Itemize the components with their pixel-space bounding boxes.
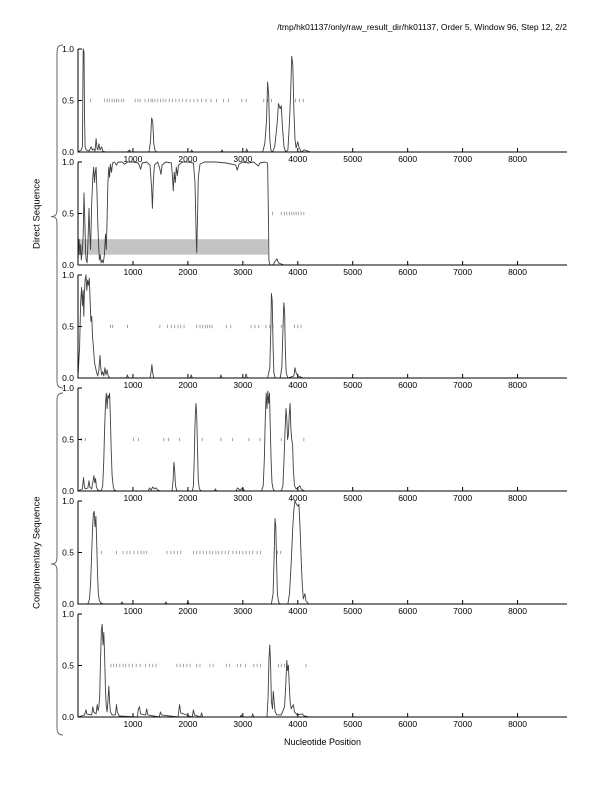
y-tick-label: 0.0: [62, 260, 74, 270]
y-tick-label: 0.5: [62, 321, 74, 332]
x-tick-label: 6000: [398, 154, 418, 164]
x-tick-label: 5000: [343, 606, 363, 616]
panel-6-complementary: [62, 609, 567, 729]
x-tick-label: 3000: [233, 380, 253, 390]
x-tick-label: 8000: [508, 606, 528, 616]
x-tick-label: 5000: [343, 154, 363, 164]
x-tick-label: 2000: [178, 606, 198, 616]
x-tick-label: 2000: [178, 493, 198, 503]
panel-2-direct: [62, 157, 567, 277]
x-tick-label: 4000: [288, 267, 308, 277]
x-tick-label: 7000: [453, 154, 473, 164]
y-tick-label: 0.0: [62, 373, 74, 383]
x-tick-label: 2000: [178, 719, 198, 729]
y-tick-label: 0.5: [62, 95, 74, 106]
panel-3-direct: [62, 270, 567, 390]
x-tick-label: 5000: [343, 267, 363, 277]
probability-curve: [78, 624, 310, 717]
y-tick-label: 0.5: [62, 660, 74, 671]
panel-1-direct: [62, 44, 567, 164]
x-tick-label: 1000: [123, 606, 143, 616]
axis-spines: [78, 275, 567, 378]
y-tick-label: 0.0: [62, 486, 74, 496]
x-tick-label: 1000: [123, 267, 143, 277]
x-tick-label: 4000: [288, 719, 308, 729]
x-tick-label: 5000: [343, 380, 363, 390]
axis-spines: [78, 388, 567, 491]
complementary-sequence-group-label: Complementary Sequence: [31, 496, 43, 610]
x-tick-label: 6000: [398, 606, 418, 616]
x-tick-label: 6000: [398, 719, 418, 729]
y-tick-label: 0.5: [62, 434, 74, 445]
panel-4-complementary: [62, 383, 567, 503]
page-title: /tmp/hk01137/only/raw_result_dir/hk01137, Order 5, Window 96, Step 12, 2/2: [277, 22, 567, 32]
panel-5-complementary: [62, 496, 567, 616]
x-tick-label: 5000: [343, 719, 363, 729]
x-tick-label: 3000: [233, 606, 253, 616]
x-tick-label: 3000: [233, 719, 253, 729]
y-tick-label: 0.0: [62, 712, 74, 722]
x-tick-label: 8000: [508, 154, 528, 164]
y-tick-label: 1.0: [62, 496, 74, 506]
x-tick-label: 8000: [508, 719, 528, 729]
x-tick-label: 2000: [178, 380, 198, 390]
axis-spines: [78, 614, 567, 717]
x-tick-label: 7000: [453, 267, 473, 277]
x-tick-label: 7000: [453, 719, 473, 729]
x-tick-label: 1000: [123, 493, 143, 503]
y-tick-label: 1.0: [62, 609, 74, 619]
x-tick-label: 8000: [508, 380, 528, 390]
y-tick-label: 0.5: [62, 547, 74, 558]
orf-marker-ticks: [102, 551, 281, 554]
x-tick-label: 4000: [288, 380, 308, 390]
x-tick-label: 3000: [233, 154, 253, 164]
orf-marker-ticks: [91, 99, 304, 102]
x-tick-label: 1000: [123, 380, 143, 390]
y-tick-label: 1.0: [62, 383, 74, 393]
y-tick-label: 0.5: [62, 208, 74, 219]
y-tick-label: 1.0: [62, 44, 74, 54]
x-tick-label: 2000: [178, 154, 198, 164]
orf-marker-ticks: [111, 664, 306, 667]
x-tick-label: 8000: [508, 493, 528, 503]
x-tick-label: 6000: [398, 493, 418, 503]
probability-curve: [78, 391, 310, 491]
probability-curve: [78, 501, 310, 604]
x-tick-label: 1000: [123, 154, 143, 164]
y-tick-label: 0.0: [62, 147, 74, 157]
x-tick-label: 1000: [123, 719, 143, 729]
y-tick-label: 0.0: [62, 599, 74, 609]
x-tick-label: 7000: [453, 380, 473, 390]
x-tick-label: 6000: [398, 380, 418, 390]
x-tick-label: 3000: [233, 493, 253, 503]
y-tick-label: 1.0: [62, 157, 74, 167]
x-tick-label: 8000: [508, 267, 528, 277]
axis-spines: [78, 501, 567, 604]
x-tick-label: 7000: [453, 606, 473, 616]
x-tick-label: 4000: [288, 606, 308, 616]
x-tick-label: 5000: [343, 493, 363, 503]
x-tick-label: 2000: [178, 267, 198, 277]
x-tick-label: 7000: [453, 493, 473, 503]
x-axis-title: Nucleotide Position: [283, 737, 362, 747]
direct-sequence-group-label: Direct Sequence: [31, 178, 43, 250]
y-tick-label: 1.0: [62, 270, 74, 280]
x-tick-label: 3000: [233, 267, 253, 277]
orf-marker-ticks: [273, 212, 304, 215]
x-tick-label: 4000: [288, 154, 308, 164]
x-tick-label: 6000: [398, 267, 418, 277]
x-tick-label: 4000: [288, 493, 308, 503]
